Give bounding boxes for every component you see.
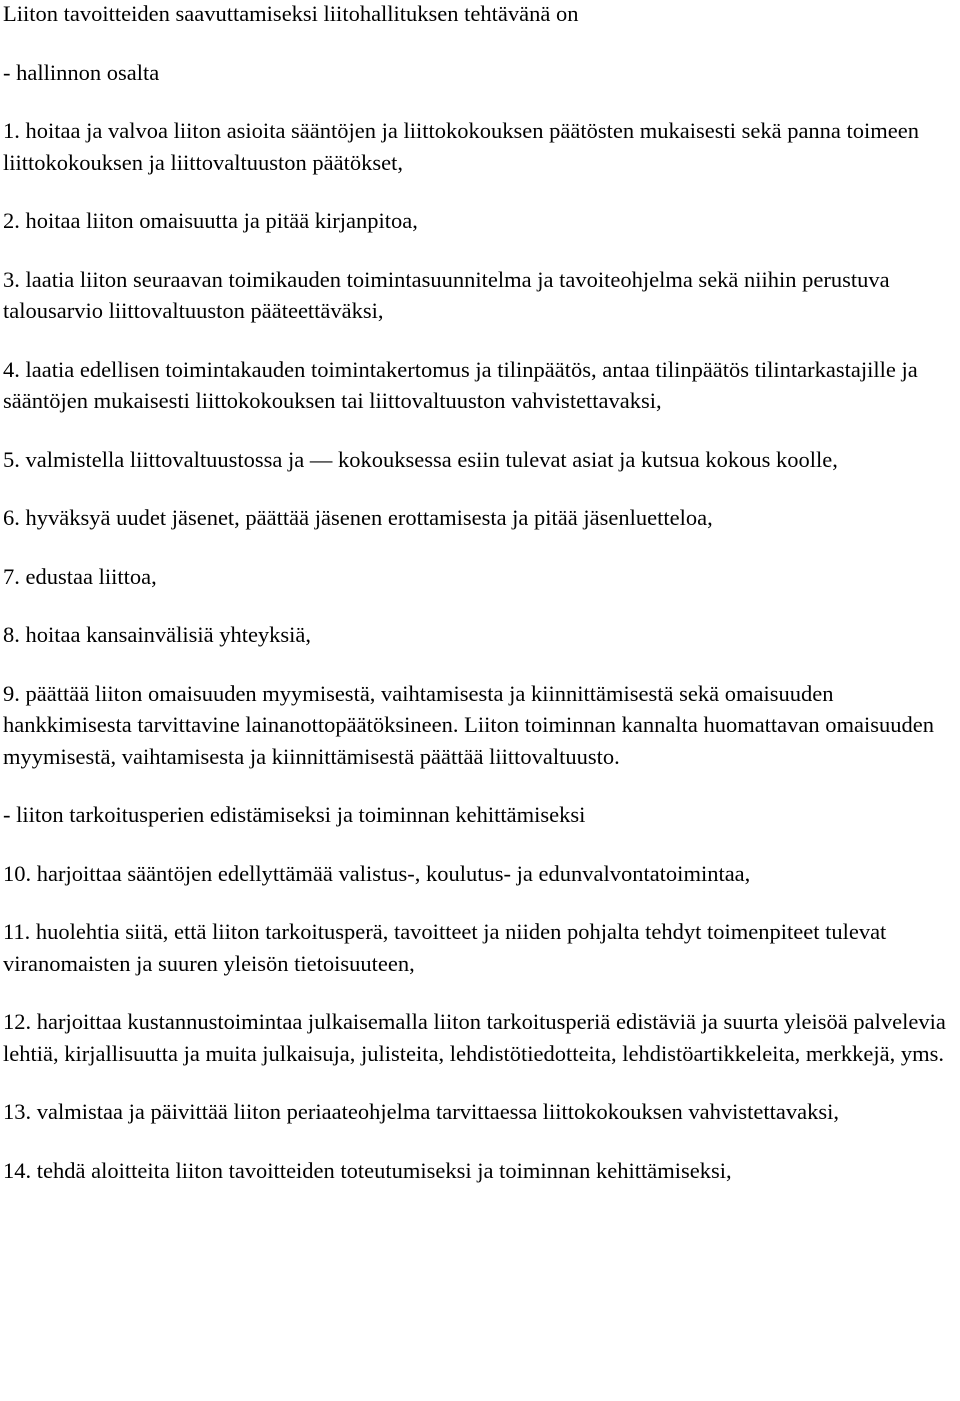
list-item-12: 12. harjoittaa kustannustoimintaa julkaisemalla liiton tarkoitusperiä edistäviä ja suurta yleisöä palvelevia lehtiä, kirjallisuutta ja muita julkaisuja, julisteita, lehdistötiedotteita, lehdistöartikkeleita, merkkejä, yms. xyxy=(3,1009,946,1066)
list-item-13: 13. valmistaa ja päivittää liiton periaateohjelma tarvittaessa liittokokouksen vahvistettavaksi, xyxy=(3,1099,840,1124)
list-item-9: 9. päättää liiton omaisuuden myymisestä, vaihtamisesta ja kiinnittämisestä sekä omaisuuden hankkimisesta tarvittavine lainanottopäätöksineen. Liiton toiminnan kannalta huomattavan omaisuuden myymisestä, vaihtamisesta ja kiinnittämisestä päättää liittovaltuusto. xyxy=(3,680,935,769)
list-item-3: 3. laatia liiton seuraavan toimikauden toimintasuunnitelma ja tavoiteohjelma sekä niihin perustuva talousarvio liittovaltuuston pääteettäväksi, xyxy=(3,266,890,323)
section-heading-administration: - hallinnon osalta xyxy=(3,59,160,85)
list-item-2: 2. hoitaa liiton omaisuutta ja pitää kirjanpitoa, xyxy=(3,208,418,233)
document-page xyxy=(3,0,957,1186)
list-item-7: 7. edustaa liittoa, xyxy=(3,563,157,589)
list-item-11: 11. huolehtia siitä, että liiton tarkoitusperä, tavoitteet ja niiden pohjalta tehdyt toimenpiteet tulevat viranomaisten ja suuren yleisön tietoisuuteen, xyxy=(3,919,887,976)
list-item-6: 6. hyväksyä uudet jäsenet, päättää jäsenen erottamisesta ja pitää jäsenluetteloa, xyxy=(3,505,713,530)
list-item-4: 4. laatia edellisen toimintakauden toimintakertomus ja tilinpäätös, antaa tilinpäätös tilintarkastajille ja sääntöjen mukaisesti liittokokouksen tai liittovaltuuston vahvistettavaksi, xyxy=(3,356,918,413)
list-item-5: 5. valmistella liittovaltuustossa ja — kokouksessa esiin tulevat asiat ja kutsua kokous koolle, xyxy=(3,446,838,472)
list-item-10: 10. harjoittaa sääntöjen edellyttämää valistus-, koulutus- ja edunvalvontatoimintaa, xyxy=(3,860,751,886)
list-item-8: 8. hoitaa kansainvälisiä yhteyksiä, xyxy=(3,622,312,647)
list-item-1: 1. hoitaa ja valvoa liiton asioita sääntöjen ja liittokokouksen päätösten mukaisesti sekä panna toimeen liittokokouksen ja liittovaltuuston päätökset, xyxy=(3,118,920,175)
list-item-14: 14. tehdä aloitteita liiton tavoitteiden toteutumiseksi ja toiminnan kehittämiseksi, xyxy=(3,1157,732,1183)
section-heading-purpose: - liiton tarkoitusperien edistämiseksi ja toiminnan kehittämiseksi xyxy=(3,802,586,827)
intro-text: Liiton tavoitteiden saavuttamiseksi liitohallituksen tehtävänä on xyxy=(3,1,579,26)
